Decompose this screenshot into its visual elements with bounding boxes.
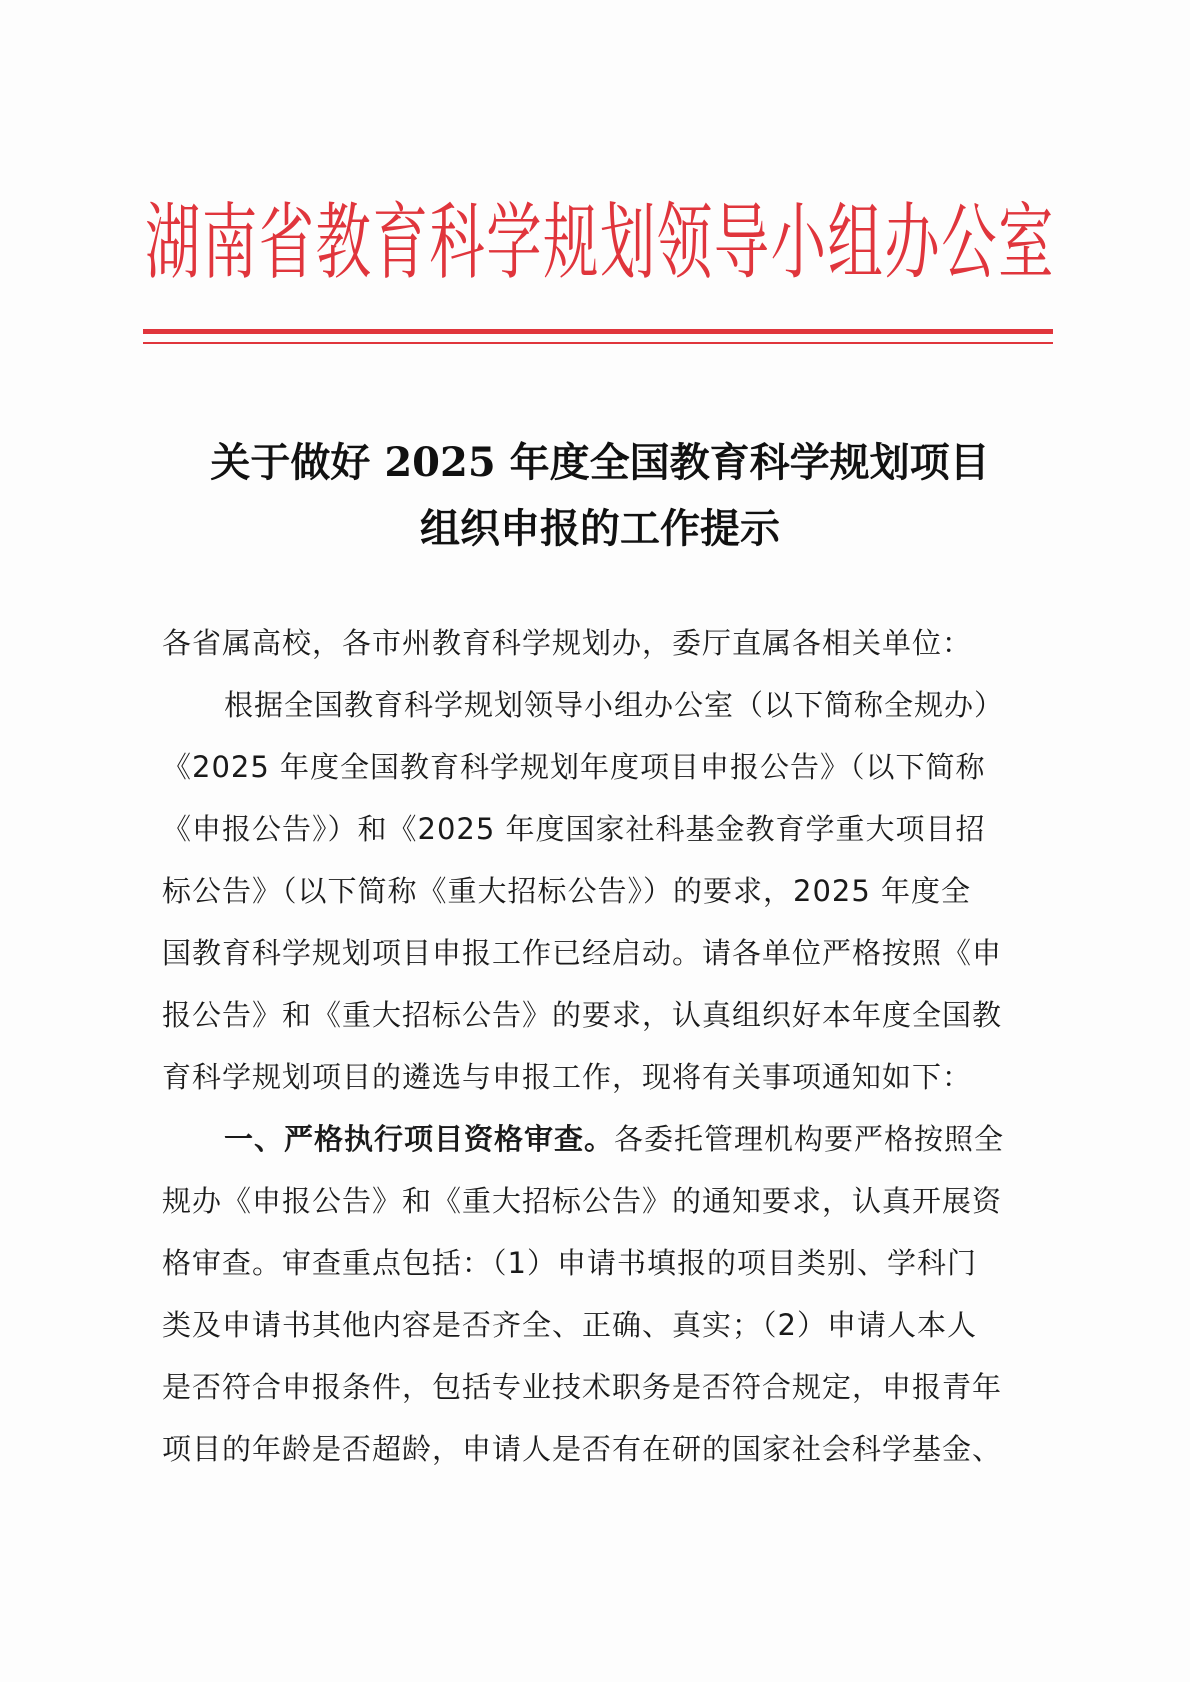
section-1-first-line — [162, 1108, 1050, 1170]
document-title — [145, 430, 1055, 562]
paragraph-1-line: 报公告》和《重大招标公告》的要求，认真组织好本年度全国教 — [162, 998, 1003, 1032]
section-1-line: 类及申请书其他内容是否齐全、正确、真实；（2）申请人本人 — [162, 1308, 977, 1342]
organization-header: 湖南省教育科学规划领导小组办公室 — [145, 194, 1056, 292]
section-1-line: 是否符合申报条件，包括专业技术职务是否符合规定，申报青年 — [162, 1370, 1003, 1404]
paragraph-1-line: 《申报公告》）和《2025 年度国家社科基金教育学重大项目招 — [162, 812, 986, 846]
section-1-line: 项目的年龄是否超龄，申请人是否有在研的国家社会科学基金、 — [162, 1432, 1003, 1466]
paragraph-1-line: 育科学规划项目的遴选与申报工作，现将有关事项通知如下： — [162, 1060, 973, 1094]
document-title-line-1: 关于做好 2025 年度全国教育科学规划项目 — [210, 439, 990, 486]
salutation: 各省属高校，各市州教育科学规划办，委厅直属各相关单位： — [162, 626, 973, 660]
section-1-heading: 一、严格执行项目资格审查。 — [224, 1122, 615, 1156]
section-1-line: 规办《申报公告》和《重大招标公告》的通知要求，认真开展资 — [162, 1184, 1003, 1218]
section-1-first-line-text: 各委托管理机构要严格按照全 — [614, 1122, 1005, 1156]
paragraph-1-line: 《2025 年度全国教育科学规划年度项目申报公告》（以下简称 — [162, 750, 986, 784]
paragraph-1-line: 根据全国教育科学规划领导小组办公室（以下简称全规办） — [224, 688, 1005, 722]
document-title-line-2: 组织申报的工作提示 — [420, 505, 780, 552]
document-body — [162, 612, 1050, 1480]
header-divider-thin — [143, 342, 1053, 344]
header-divider-thick — [143, 329, 1053, 334]
paragraph-1-line: 国教育科学规划项目申报工作已经启动。请各单位严格按照《申 — [162, 936, 1003, 970]
section-1-line: 格审查。审查重点包括：（1）申请书填报的项目类别、学科门 — [162, 1246, 977, 1280]
paragraph-1-line: 标公告》（以下简称《重大招标公告》）的要求，2025 年度全 — [162, 874, 972, 908]
